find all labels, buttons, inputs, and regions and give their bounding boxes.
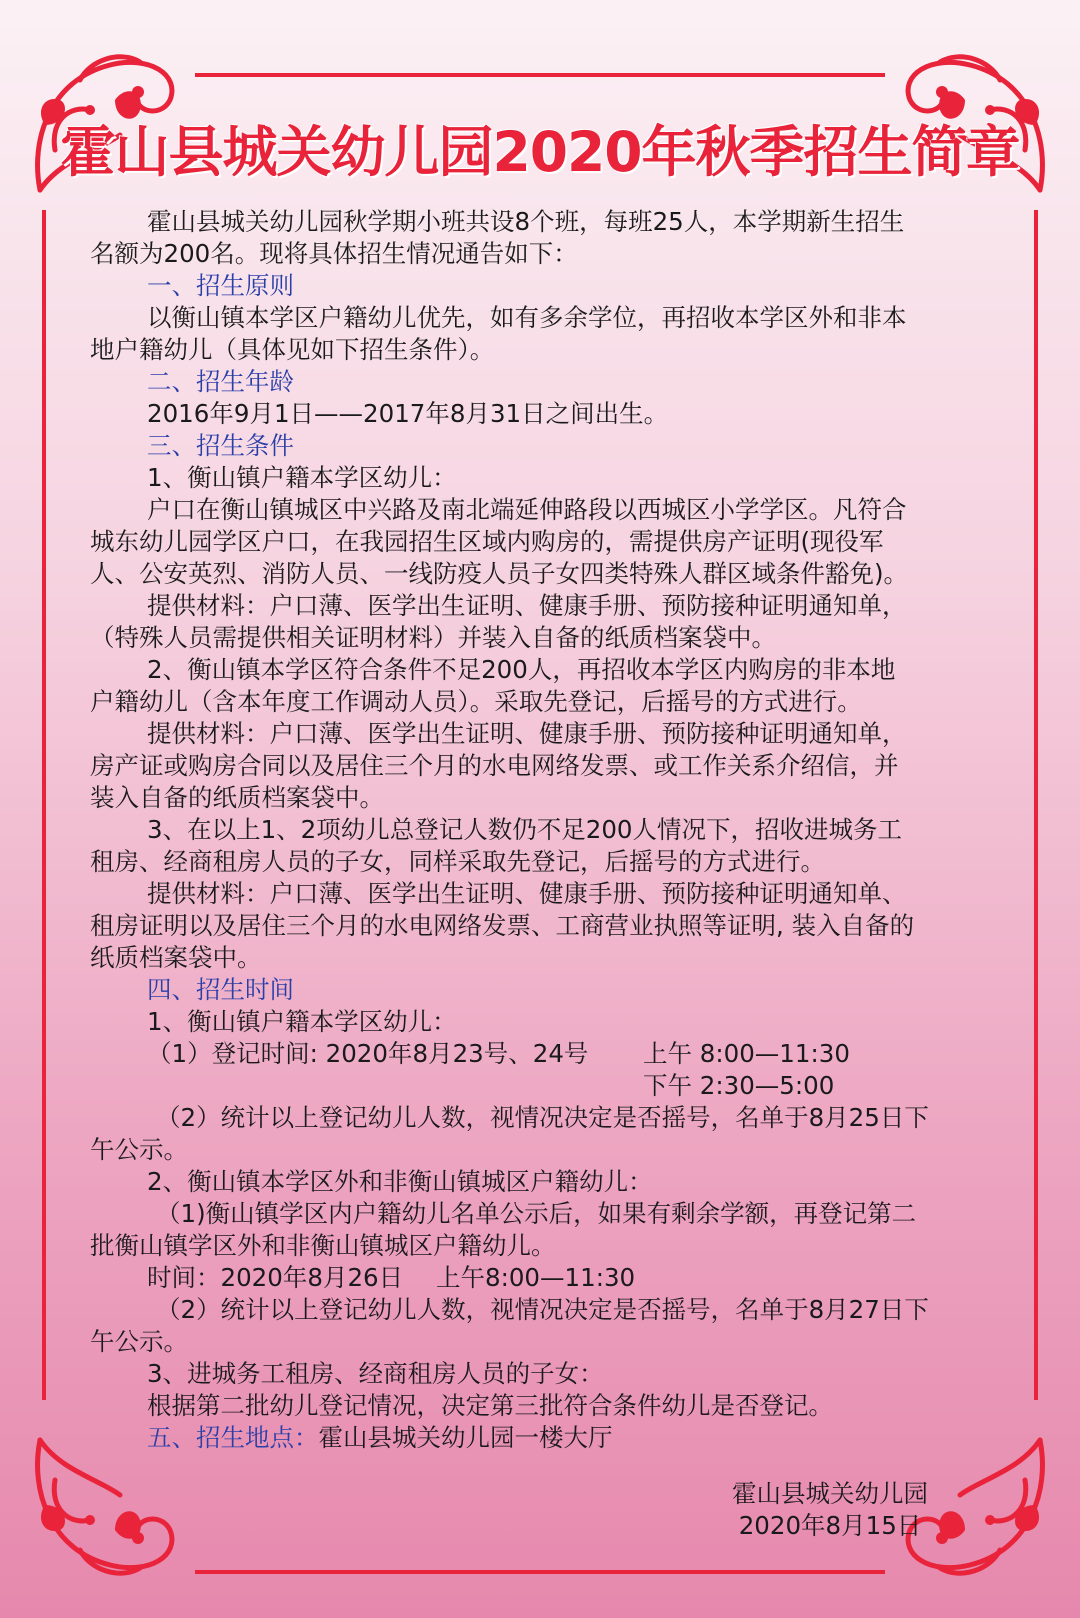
signature-block: [700, 1478, 960, 1542]
section-heading-age: 二、招生年龄: [147, 367, 294, 396]
location-value: 霍山县城关幼儿园一楼大厅: [318, 1423, 613, 1452]
condition-2-line-1: 2、衡山镇本学区符合条件不足200人，再招收本学区内购房的非本地: [147, 655, 896, 684]
section-heading-location: 五、招生地点：: [147, 1423, 319, 1452]
condition-3-materials-line-1: 提供材料：户口薄、医学出生证明、健康手册、预防接种证明通知单、: [147, 879, 907, 908]
time-2-time-value: 上午8:00—11:30: [436, 1263, 636, 1292]
condition-2-materials-line-2: 房产证或购房合同以及居住三个月的水电网络发票、或工作关系介绍信，并: [90, 751, 899, 780]
time-1-afternoon-row: [90, 1070, 995, 1102]
time-1-registration-row: [90, 1038, 995, 1070]
frame-right-line: [1034, 210, 1038, 1400]
condition-3-line-2: 租房、经商租房人员的子女，同样采取先登记，后摇号的方式进行。: [90, 847, 825, 876]
time-1-afternoon: 下午 2:30—5:00: [643, 1071, 835, 1100]
frame-top-line: [195, 73, 885, 77]
principle-line-2: 地户籍幼儿（具体见如下招生条件）。: [90, 335, 495, 364]
condition-1-materials-line-1: 提供材料：户口薄、医学出生证明、健康手册、预防接种证明通知单，: [147, 591, 907, 620]
condition-2-line-2: 户籍幼儿（含本年度工作调动人员）。采取先登记，后摇号的方式进行。: [90, 687, 862, 716]
time-2-note-line-2: 午公示。: [90, 1327, 188, 1356]
condition-3-materials-line-3: 纸质档案袋中。: [90, 943, 262, 972]
section-heading-conditions: 三、招生条件: [147, 431, 294, 460]
condition-2-materials-line-3: 装入自备的纸质档案袋中。: [90, 783, 384, 812]
time-1-morning: 上午 8:00—11:30: [643, 1039, 850, 1068]
condition-1-materials-line-2: （特殊人员需提供相关证明材料）并装入自备的纸质档案袋中。: [90, 623, 776, 652]
age-line: 2016年9月1日——2017年8月31日之间出生。: [147, 399, 669, 428]
principle-line-1: 以衡山镇本学区户籍幼儿优先，如有多余学位，再招收本学区外和非本: [147, 303, 907, 332]
condition-1-line-1: 户口在衡山镇城区中兴路及南北端延伸路段以西城区小学学区。凡符合: [147, 495, 907, 524]
signature-date: 2020年8月15日: [738, 1511, 922, 1540]
time-2-note-line-1: （2）统计以上登记幼儿人数，视情况决定是否摇号，名单于8月27日下: [156, 1295, 929, 1324]
intro-line-1: 霍山县城关幼儿园秋学期小班共设8个班，每班25人，本学期新生招生: [147, 207, 905, 236]
section-heading-principle: 一、招生原则: [147, 271, 294, 300]
intro-line-2: 名额为200名。现将具体招生情况通告如下：: [90, 239, 578, 268]
notice-body: [90, 206, 995, 1454]
time-3-line: 根据第二批幼儿登记情况，决定第三批符合条件幼儿是否登记。: [147, 1391, 833, 1420]
section-heading-time: 四、招生时间: [147, 975, 294, 1004]
time-1-note-line-2: 午公示。: [90, 1135, 188, 1164]
time-1-note-line-1: （2）统计以上登记幼儿人数，视情况决定是否摇号，名单于8月25日下: [156, 1103, 929, 1132]
time-1-registration-label: （1）登记时间: 2020年8月23号、24号: [147, 1039, 589, 1068]
condition-2-materials-line-1: 提供材料：户口薄、医学出生证明、健康手册、预防接种证明通知单，: [147, 719, 907, 748]
time-3-title: 3、进城务工租房、经商租房人员的子女：: [147, 1359, 604, 1388]
frame-left-line: [42, 210, 46, 1400]
signature-org: 霍山县城关幼儿园: [732, 1479, 928, 1508]
time-2-time-row: [90, 1262, 995, 1294]
location-row: [90, 1422, 995, 1454]
time-2-time-label: 时间：2020年8月26日: [147, 1263, 404, 1292]
frame-bottom-line: [195, 1570, 885, 1574]
time-2-title: 2、衡山镇本学区外和非衡山镇城区户籍幼儿：: [147, 1167, 653, 1196]
condition-1-line-3: 人、公安英烈、消防人员、一线防疫人员子女四类特殊人群区域条件豁免)。: [90, 559, 909, 588]
condition-1-line-2: 城东幼儿园学区户口，在我园招生区域内购房的，需提供房产证明(现役军: [90, 527, 884, 556]
time-2-line-1: （1)衡山镇学区内户籍幼儿名单公示后，如果有剩余学额，再登记第二: [156, 1199, 917, 1228]
time-2-line-2: 批衡山镇学区外和非衡山镇城区户籍幼儿。: [90, 1231, 556, 1260]
time-1-title: 1、衡山镇户籍本学区幼儿：: [147, 1007, 457, 1036]
condition-1-title: 1、衡山镇户籍本学区幼儿：: [147, 463, 457, 492]
condition-3-materials-line-2: 租房证明以及居住三个月的水电网络发票、工商营业执照等证明, 装入自备的: [90, 911, 915, 940]
condition-3-line-1: 3、在以上1、2项幼儿总登记人数仍不足200人情况下，招收进城务工: [147, 815, 903, 844]
page-title: 霍山县城关幼儿园2020年秋季招生简章: [60, 120, 1020, 184]
